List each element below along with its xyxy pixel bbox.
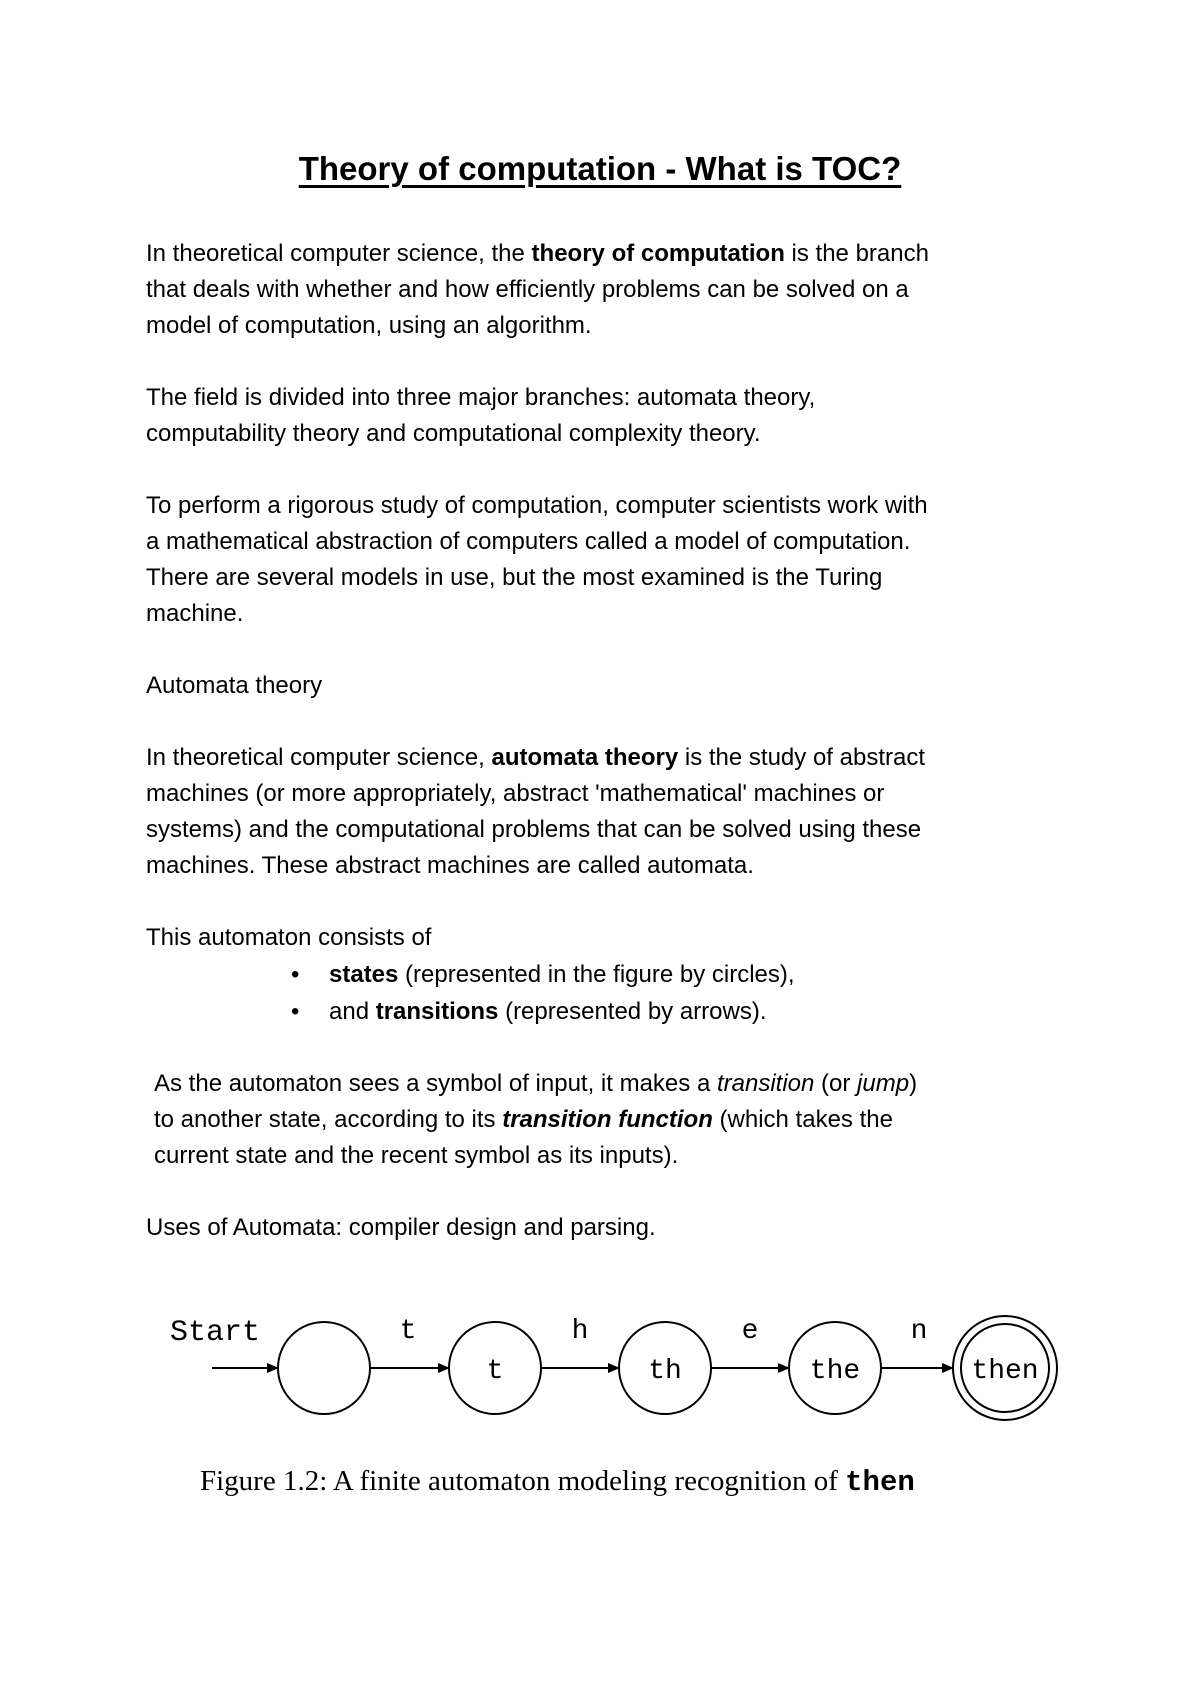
text: (which takes the current state and the recent symbol as its inputs). [154, 1106, 893, 1169]
state-circle [278, 1322, 370, 1414]
italic-term: transition [716, 1070, 815, 1097]
page-title: Theory of computation - What is TOC? [298, 150, 902, 187]
text: ) to another state, according to its [154, 1070, 918, 1133]
transition-label: e [741, 1316, 759, 1347]
paragraph-consists: This automaton consists of [146, 924, 432, 951]
automaton-diagram [160, 1300, 1080, 1460]
text: In theoretical computer science, the [146, 240, 532, 267]
state-label: then [971, 1356, 1039, 1387]
text: (represented in the figure by circles), [398, 961, 795, 988]
transition-label: h [571, 1316, 589, 1347]
bold-term: transitions [375, 998, 499, 1025]
figure-caption [200, 1465, 915, 1499]
text: is the study of abstract machines (or more appropriately, abstract 'mathematical' machines or systems) and the computational problems that can be solved using these machines. These abstract machines are called automata. [146, 744, 926, 879]
bold-term: states [329, 961, 399, 988]
state-label: t [486, 1356, 504, 1387]
bullet-glyph: • [291, 998, 300, 1025]
bullet-list [146, 956, 936, 1030]
list-item [291, 993, 936, 1030]
text: and [329, 998, 376, 1025]
text: is the branch that deals with whether and how efficiently problems can be solved on a model of computation, using an algorithm. [146, 240, 929, 339]
document-body [146, 236, 936, 1246]
heading-automata-theory: Automata theory [146, 672, 323, 699]
transition-label: t [399, 1316, 417, 1347]
bold-term: theory of computation [531, 240, 785, 267]
caption-text: Figure 1.2: A finite automaton modeling recognition of [200, 1465, 846, 1497]
list-item [291, 956, 936, 993]
paragraph-models: To perform a rigorous study of computation, computer scientists work with a mathematical abstraction of computers called a model of computation. There are several models in use, but the most examined is the Turing machine. [146, 492, 928, 627]
state-label: th [648, 1356, 682, 1387]
text: (or [814, 1070, 858, 1097]
italic-term: jump [857, 1070, 910, 1097]
paragraph-transition [146, 1066, 936, 1174]
bold-term: automata theory [491, 744, 679, 771]
text: (represented by arrows). [498, 998, 767, 1025]
state-label: the [809, 1356, 861, 1387]
text: As the automaton sees a symbol of input, it makes a [154, 1070, 717, 1097]
caption-code: then [845, 1466, 915, 1499]
paragraph-branches: The field is divided into three major branches: automata theory, computability theory and computational complexity theory. [146, 384, 816, 447]
start-label: Start [170, 1316, 261, 1350]
paragraph-intro [146, 236, 936, 344]
transition-label: n [910, 1316, 928, 1347]
text: In theoretical computer science, [146, 744, 492, 771]
bold-italic-term: transition function [502, 1106, 713, 1133]
paragraph-uses: Uses of Automata: compiler design and parsing. [146, 1214, 656, 1241]
bullet-glyph: • [291, 961, 300, 988]
paragraph-automata [146, 740, 936, 884]
